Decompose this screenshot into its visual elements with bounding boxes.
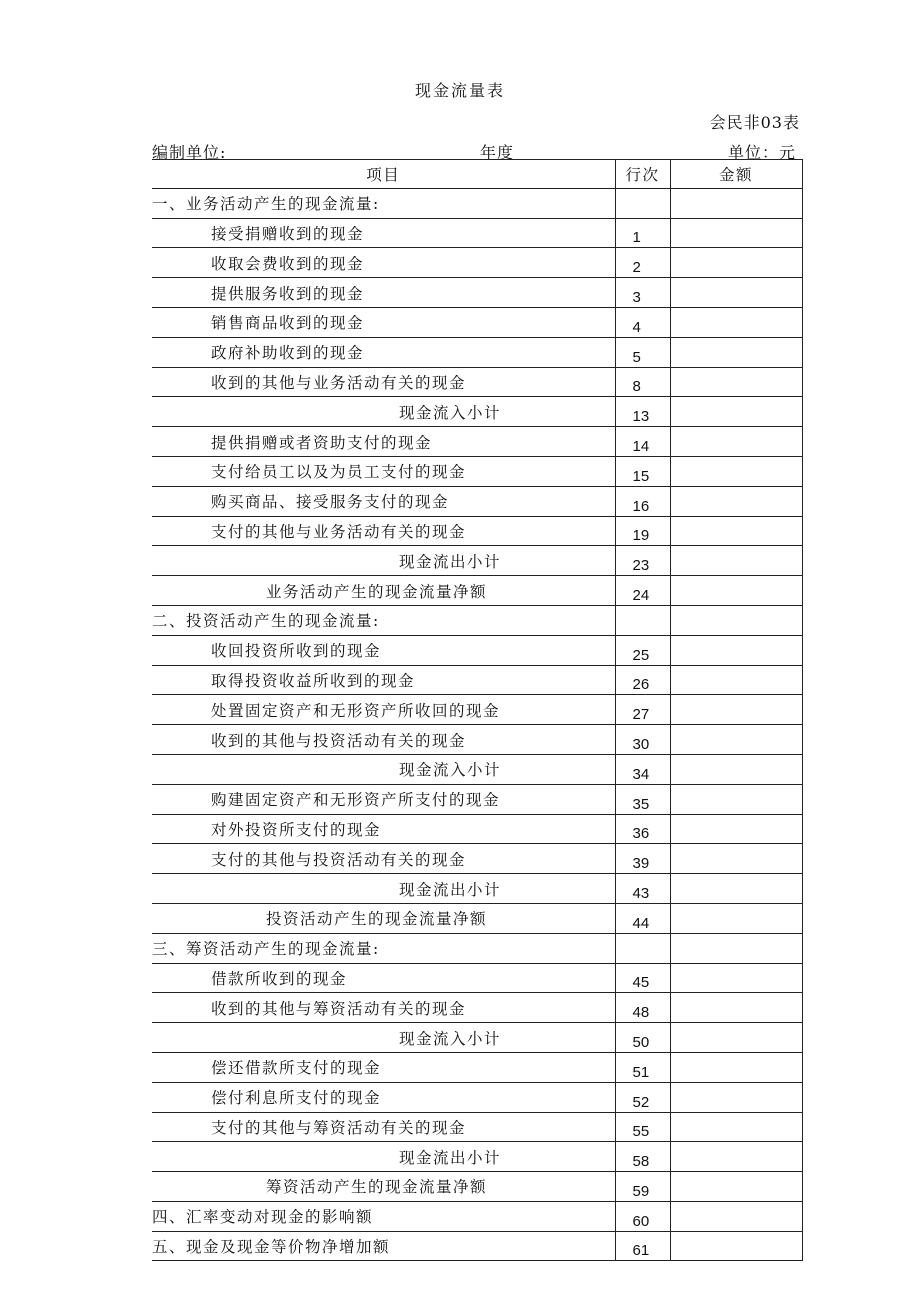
- table-row: [152, 188, 802, 218]
- row-line-number: 19: [615, 516, 670, 546]
- row-amount-cell[interactable]: [670, 754, 802, 784]
- table-row: [152, 1142, 802, 1172]
- row-line-number: 25: [615, 635, 670, 665]
- row-item-label: 收到的其他与业务活动有关的现金: [152, 367, 615, 397]
- row-amount-cell[interactable]: [670, 725, 802, 755]
- table-row: [152, 367, 802, 397]
- row-amount-cell[interactable]: [670, 486, 802, 516]
- table-row: [152, 546, 802, 576]
- row-amount-cell[interactable]: [670, 546, 802, 576]
- row-amount-cell[interactable]: [670, 397, 802, 427]
- table-row: [152, 248, 802, 278]
- table-row: [152, 427, 802, 457]
- form-number: 会民非03表: [709, 113, 800, 132]
- column-header-amount: 金额: [670, 160, 802, 189]
- row-item-label: 投资活动产生的现金流量净额: [152, 903, 615, 933]
- row-item-label: 四、汇率变动对现金的影响额: [152, 1201, 615, 1231]
- row-line-number: 39: [615, 844, 670, 874]
- row-line-number: 34: [615, 754, 670, 784]
- row-item-label: 一、业务活动产生的现金流量:: [152, 188, 615, 218]
- row-item-label: 购建固定资产和无形资产所支付的现金: [152, 784, 615, 814]
- row-item-label: 支付的其他与筹资活动有关的现金: [152, 1112, 615, 1142]
- row-item-label: 支付给员工以及为员工支付的现金: [152, 456, 615, 486]
- row-line-number: 43: [615, 874, 670, 904]
- row-line-number: 59: [615, 1172, 670, 1202]
- row-item-label: 现金流出小计: [152, 1142, 615, 1172]
- row-item-label: 五、现金及现金等价物净增加额: [152, 1231, 615, 1261]
- row-line-number: 4: [615, 307, 670, 337]
- row-amount-cell[interactable]: [670, 784, 802, 814]
- table-row: [152, 725, 802, 755]
- row-line-number: 35: [615, 784, 670, 814]
- table-row: [152, 1231, 802, 1261]
- row-item-label: 提供服务收到的现金: [152, 278, 615, 308]
- preparing-unit-label: 编制单位:: [152, 143, 227, 162]
- table-row: [152, 814, 802, 844]
- row-item-label: 现金流出小计: [152, 546, 615, 576]
- row-amount-cell[interactable]: [670, 248, 802, 278]
- row-line-number: 58: [615, 1142, 670, 1172]
- row-item-label: 支付的其他与业务活动有关的现金: [152, 516, 615, 546]
- row-item-label: 偿还借款所支付的现金: [152, 1052, 615, 1082]
- table-row: [152, 695, 802, 725]
- row-line-number: 13: [615, 397, 670, 427]
- row-item-label: 取得投资收益所收到的现金: [152, 665, 615, 695]
- row-item-label: 现金流入小计: [152, 754, 615, 784]
- row-item-label: 收到的其他与筹资活动有关的现金: [152, 993, 615, 1023]
- row-item-label: 筹资活动产生的现金流量净额: [152, 1172, 615, 1202]
- column-header-item: 项目: [152, 160, 615, 189]
- row-amount-cell[interactable]: [670, 665, 802, 695]
- row-item-label: 支付的其他与投资活动有关的现金: [152, 844, 615, 874]
- table-header-row: [152, 160, 802, 189]
- row-line-number: 1: [615, 218, 670, 248]
- row-amount-cell[interactable]: [670, 1142, 802, 1172]
- row-item-label: 收取会费收到的现金: [152, 248, 615, 278]
- row-amount-cell[interactable]: [670, 844, 802, 874]
- row-line-number: 60: [615, 1201, 670, 1231]
- table-row: [152, 1082, 802, 1112]
- row-item-label: 接受捐赠收到的现金: [152, 218, 615, 248]
- row-amount-cell[interactable]: [670, 427, 802, 457]
- row-line-number: 27: [615, 695, 670, 725]
- row-line-number: 15: [615, 456, 670, 486]
- row-item-label: 三、筹资活动产生的现金流量:: [152, 933, 615, 963]
- row-item-label: 偿付利息所支付的现金: [152, 1082, 615, 1112]
- report-meta: [152, 140, 802, 160]
- row-line-number: 51: [615, 1052, 670, 1082]
- row-amount-cell[interactable]: [670, 337, 802, 367]
- table-row: [152, 456, 802, 486]
- row-item-label: 现金流出小计: [152, 874, 615, 904]
- table-row: [152, 963, 802, 993]
- row-line-number: 23: [615, 546, 670, 576]
- table-row: [152, 486, 802, 516]
- row-line-number: 5: [615, 337, 670, 367]
- row-line-number: 36: [615, 814, 670, 844]
- row-amount-cell[interactable]: [670, 1052, 802, 1082]
- table-row: [152, 933, 802, 963]
- table-row: [152, 218, 802, 248]
- table-row: [152, 1172, 802, 1202]
- row-line-number: 14: [615, 427, 670, 457]
- table-row: [152, 278, 802, 308]
- row-line-number: [615, 933, 670, 963]
- table-row: [152, 665, 802, 695]
- row-amount-cell[interactable]: [670, 516, 802, 546]
- table-body: [152, 188, 802, 1261]
- row-amount-cell[interactable]: [670, 307, 802, 337]
- row-item-label: 收到的其他与投资活动有关的现金: [152, 725, 615, 755]
- row-item-label: 处置固定资产和无形资产所收回的现金: [152, 695, 615, 725]
- table-row: [152, 1052, 802, 1082]
- row-line-number: 48: [615, 993, 670, 1023]
- row-amount-cell[interactable]: [670, 903, 802, 933]
- row-item-label: 现金流入小计: [152, 397, 615, 427]
- table-row: [152, 874, 802, 904]
- row-line-number: 50: [615, 1023, 670, 1053]
- row-line-number: 16: [615, 486, 670, 516]
- table-row: [152, 1201, 802, 1231]
- row-line-number: 26: [615, 665, 670, 695]
- row-amount-cell[interactable]: [670, 1082, 802, 1112]
- row-amount-cell[interactable]: [670, 1172, 802, 1202]
- table-row: [152, 635, 802, 665]
- row-line-number: 3: [615, 278, 670, 308]
- row-line-number: 30: [615, 725, 670, 755]
- table-row: [152, 307, 802, 337]
- table-row: [152, 576, 802, 606]
- row-line-number: 2: [615, 248, 670, 278]
- row-line-number: 44: [615, 903, 670, 933]
- column-header-line-no: 行次: [615, 160, 670, 189]
- row-line-number: 24: [615, 576, 670, 606]
- cash-flow-table: [152, 159, 803, 1261]
- table-row: [152, 754, 802, 784]
- row-item-label: 政府补助收到的现金: [152, 337, 615, 367]
- row-item-label: 销售商品收到的现金: [152, 307, 615, 337]
- table-row: [152, 844, 802, 874]
- row-line-number: [615, 188, 670, 218]
- row-amount-cell[interactable]: [670, 188, 802, 218]
- row-item-label: 二、投资活动产生的现金流量:: [152, 605, 615, 635]
- row-line-number: 45: [615, 963, 670, 993]
- row-amount-cell[interactable]: [670, 576, 802, 606]
- row-amount-cell[interactable]: [670, 605, 802, 635]
- row-amount-cell[interactable]: [670, 993, 802, 1023]
- row-line-number: 55: [615, 1112, 670, 1142]
- row-item-label: 收回投资所收到的现金: [152, 635, 615, 665]
- row-line-number: 52: [615, 1082, 670, 1112]
- table-row: [152, 397, 802, 427]
- row-amount-cell[interactable]: [670, 635, 802, 665]
- row-item-label: 借款所收到的现金: [152, 963, 615, 993]
- table-row: [152, 993, 802, 1023]
- row-item-label: 购买商品、接受服务支付的现金: [152, 486, 615, 516]
- table-row: [152, 903, 802, 933]
- row-amount-cell[interactable]: [670, 367, 802, 397]
- row-item-label: 对外投资所支付的现金: [152, 814, 615, 844]
- row-amount-cell[interactable]: [670, 1112, 802, 1142]
- row-amount-cell[interactable]: [670, 278, 802, 308]
- row-item-label: 提供捐赠或者资助支付的现金: [152, 427, 615, 457]
- table-row: [152, 337, 802, 367]
- page-title: 现金流量表: [414, 81, 505, 100]
- row-item-label: 业务活动产生的现金流量净额: [152, 576, 615, 606]
- table-row: [152, 605, 802, 635]
- row-amount-cell[interactable]: [670, 814, 802, 844]
- row-amount-cell[interactable]: [670, 933, 802, 963]
- row-amount-cell[interactable]: [670, 1023, 802, 1053]
- row-item-label: 现金流入小计: [152, 1023, 615, 1053]
- table-row: [152, 1112, 802, 1142]
- currency-unit-label: 单位：元: [727, 143, 796, 162]
- row-amount-cell[interactable]: [670, 1201, 802, 1231]
- row-amount-cell[interactable]: [670, 1231, 802, 1261]
- row-amount-cell[interactable]: [670, 456, 802, 486]
- row-line-number: 61: [615, 1231, 670, 1261]
- fiscal-year-label: 年度: [480, 143, 515, 162]
- table-row: [152, 516, 802, 546]
- row-amount-cell[interactable]: [670, 963, 802, 993]
- row-line-number: 8: [615, 367, 670, 397]
- table-row: [152, 784, 802, 814]
- row-line-number: [615, 605, 670, 635]
- table-row: [152, 1023, 802, 1053]
- row-amount-cell[interactable]: [670, 218, 802, 248]
- row-amount-cell[interactable]: [670, 695, 802, 725]
- row-amount-cell[interactable]: [670, 874, 802, 904]
